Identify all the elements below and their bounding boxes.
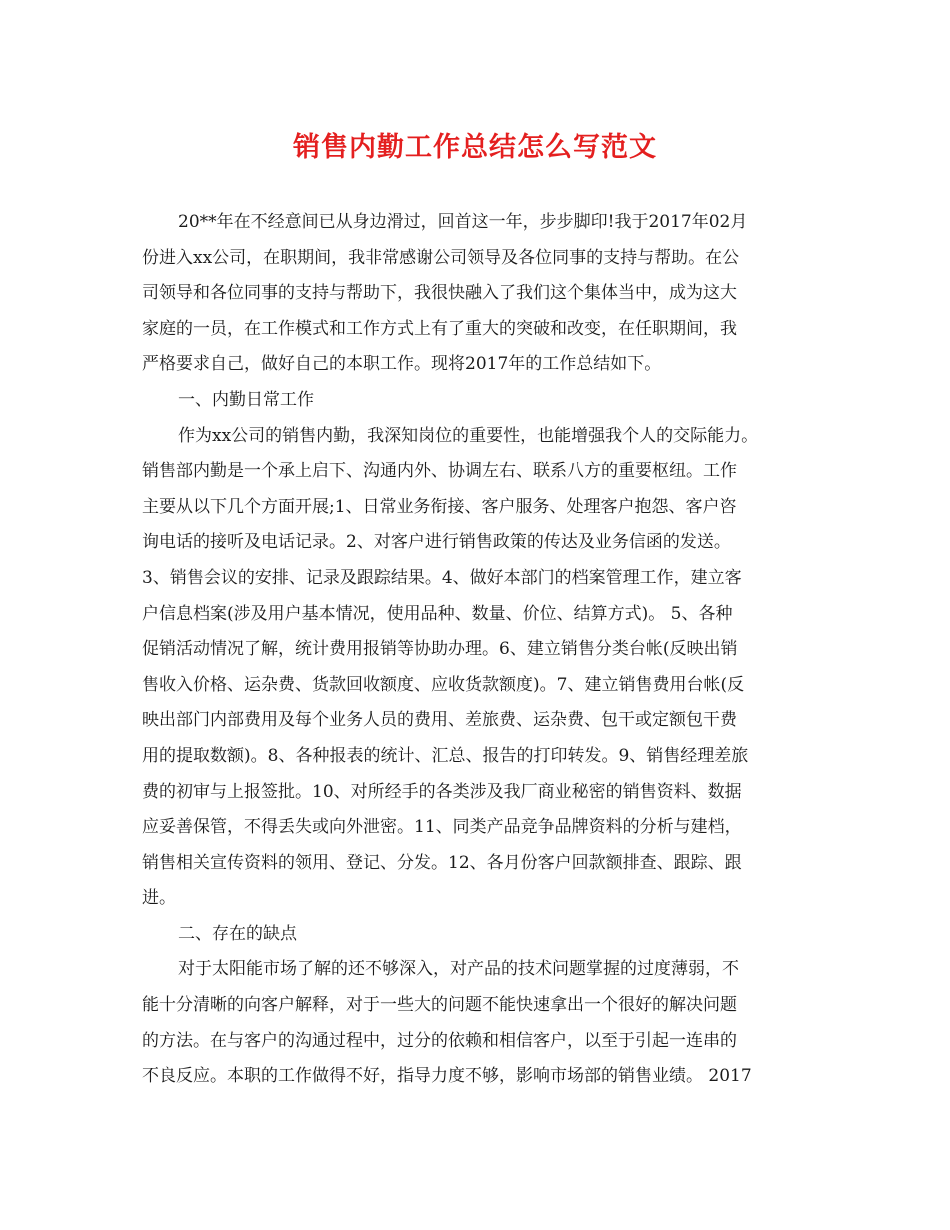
paragraph-line: 严格要求自己，做好自己的本职工作。现将2017年的工作总结如下。 [142,354,662,375]
paragraph-line: 的方法。在与客户的沟通过程中，过分的依赖和相信客户，以至于引起一连串的 [142,1030,737,1051]
paragraph-line: 应妥善保管，不得丢失或向外泄密。11、同类产品竞争品牌资料的分析与建档， [142,817,742,838]
paragraph-line: 作为xx公司的销售内勤，我深知岗位的重要性，也能增强我个人的交际能力。 [178,425,759,446]
paragraph-line: 促销活动情况了解，统计费用报销等协助办理。6、建立销售分类台帐(反映出销 [142,639,738,660]
paragraph-line: 主要从以下几个方面开展;1、日常业务衔接、客户服务、处理客户抱怨、客户咨 [142,496,737,517]
paragraph-line: 用的提取数额)。8、各种报表的统计、汇总、报告的打印转发。9、销售经理差旅 [142,745,749,766]
paragraph-line: 家庭的一员，在工作模式和工作方式上有了重大的突破和改变，在任职期间，我 [142,318,737,339]
paragraph-line: 售收入价格、运杂费、货款回收额度、应收货款额度)。7、建立销售费用台帐(反 [142,674,745,695]
paragraph-line: 销售部内勤是一个承上启下、沟通内外、协调左右、联系八方的重要枢纽。工作 [142,461,737,482]
paragraph-line: 映出部门内部费用及每个业务人员的费用、差旅费、运杂费、包干或定额包干费 [142,710,737,731]
section-heading: 一、内勤日常工作 [178,389,314,410]
paragraph-line: 份进入xx公司，在职期间，我非常感谢公司领导及各位同事的支持与帮助。在公 [142,247,740,268]
document-title: 销售内勤工作总结怎么写范文 [293,132,657,163]
paragraph-line: 不良反应。本职的工作做得不好，指导力度不够，影响市场部的销售业绩。 2017 [142,1066,752,1087]
paragraph-line: 20**年在不经意间已从身边滑过，回首这一年，步步脚印!我于2017年02月 [178,212,748,232]
paragraph-line: 3、销售会议的安排、记录及跟踪结果。4、做好本部门的档案管理工作，建立客 [142,567,742,588]
paragraph-line: 对于太阳能市场了解的还不够深入，对产品的技术问题掌握的过度薄弱，不 [178,959,739,980]
paragraph-line: 户信息档案(涉及用户基本情况，使用品种、数量、价位、结算方式)。 5、各种 [142,603,733,624]
paragraph-line: 司领导和各位同事的支持与帮助下，我很快融入了我们这个集体当中，成为这大 [142,283,737,304]
paragraph-line: 销售相关宣传资料的领用、登记、分发。12、各月份客户回款额排查、跟踪、跟 [142,852,742,873]
document-body [142,205,810,1095]
paragraph-line: 询电话的接听及电话记录。2、对客户进行销售政策的传达及业务信函的发送。 [142,532,731,553]
paragraph-line: 进。 [142,888,176,909]
section-heading: 二、存在的缺点 [178,923,297,944]
paragraph-line: 能十分清晰的向客户解释，对于一些大的问题不能快速拿出一个很好的解决问题 [142,995,737,1016]
paragraph-line: 费的初审与上报签批。10、对所经手的各类涉及我厂商业秘密的销售资料、数据 [142,781,742,802]
